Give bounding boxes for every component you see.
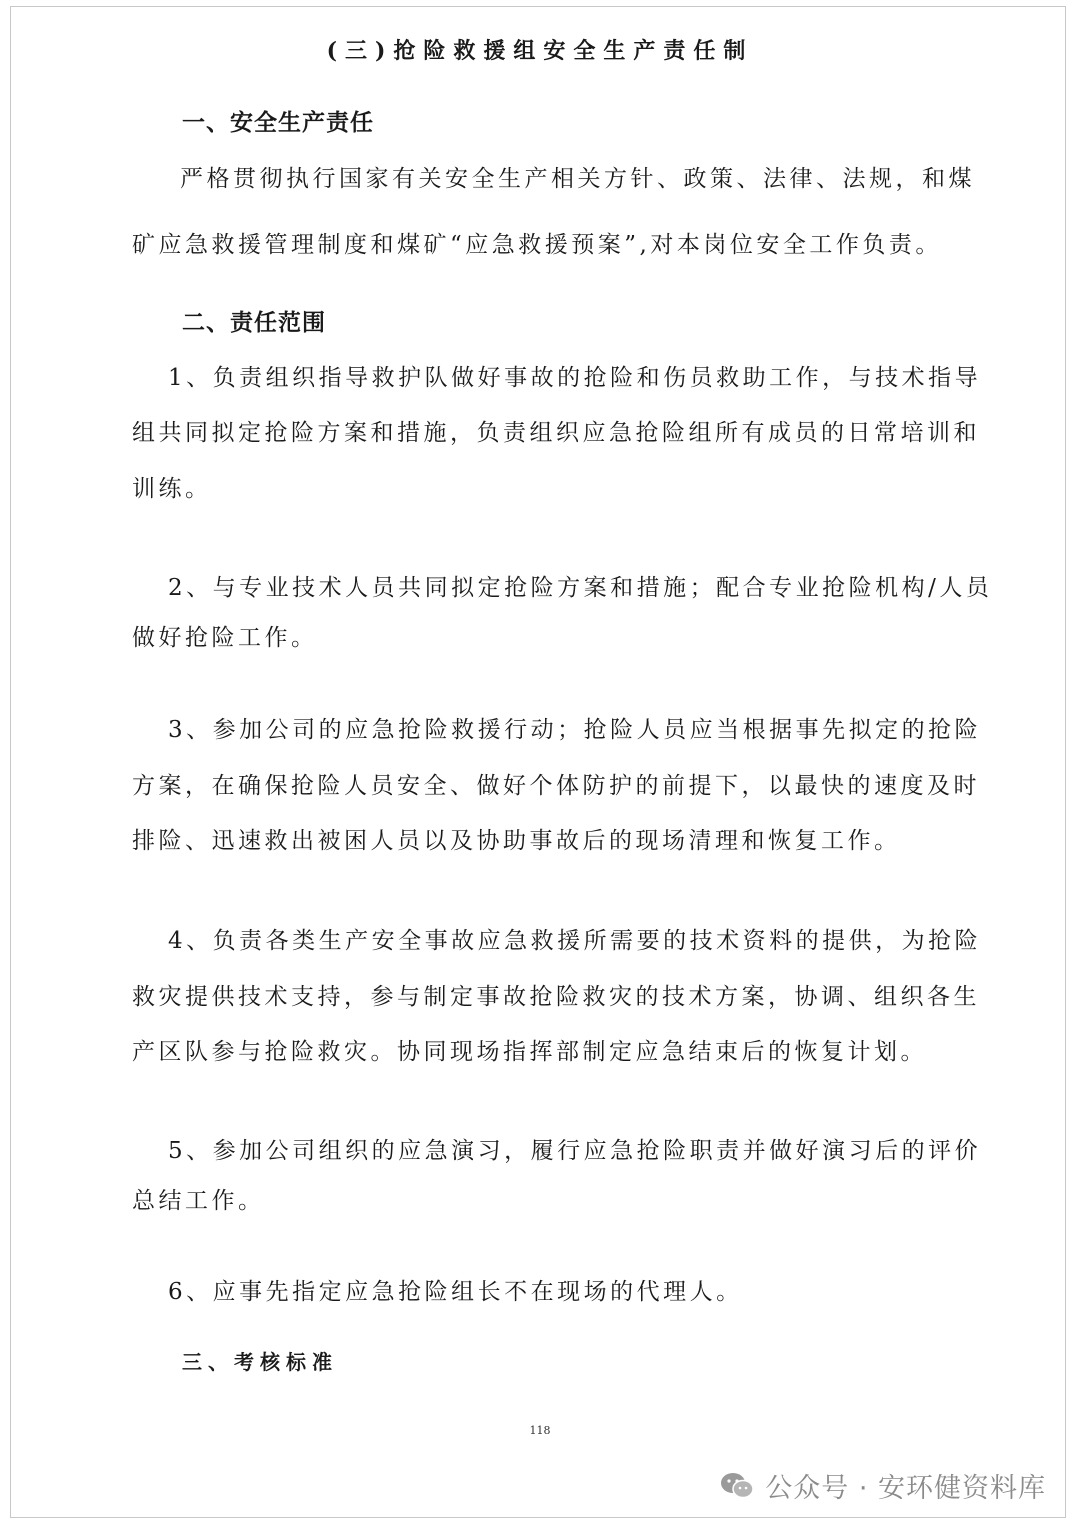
- section-heading-scope: 二、责任范围: [182, 309, 326, 336]
- list-item-3-line: 3、参加公司的应急抢险救援行动；抢险人员应当根据事先拟定的抢险: [168, 717, 982, 743]
- paragraph-line: 矿应急救援管理制度和煤矿“应急救援预案”,对本岗位安全工作负责。: [132, 232, 942, 258]
- list-item-3-line: 排险、迅速救出被困人员以及协助事故后的现场清理和恢复工作。: [132, 828, 901, 854]
- wechat-icon: [719, 1471, 755, 1501]
- page-number: 118: [529, 1424, 551, 1437]
- list-item-2-line: 2、与专业技术人员共同拟定抢险方案和措施；配合专业抢险机构/人员: [168, 575, 993, 601]
- list-item-4-line: 4、负责各类生产安全事故应急救援所需要的技术资料的提供，为抢险: [168, 928, 982, 954]
- list-item-1-line: 1、负责组织指导救护队做好事故的抢险和伤员救助工作，与技术指导: [168, 365, 982, 391]
- watermark-text: 公众号 · 安环健资料库: [765, 1473, 1046, 1504]
- list-item-4-line: 产区队参与抢险救灾。协同现场指挥部制定应急结束后的恢复计划。: [132, 1039, 927, 1065]
- section-heading-assessment: 三、考核标准: [182, 1350, 338, 1374]
- list-item-4-line: 救灾提供技术支持，参与制定事故抢险救灾的技术方案，协调、组织各生: [132, 984, 980, 1010]
- paragraph-line: 严格贯彻执行国家有关安全生产相关方针、政策、法律、法规，和煤: [180, 166, 975, 192]
- watermark: [719, 1466, 1046, 1505]
- list-item-1-line: 训练。: [132, 476, 212, 502]
- list-item-6-line: 6、应事先指定应急抢险组长不在现场的代理人。: [168, 1279, 743, 1305]
- page-title: (三)抢险救援组安全生产责任制: [326, 38, 754, 64]
- list-item-1-line: 组共同拟定抢险方案和措施，负责组织应急抢险组所有成员的日常培训和: [132, 420, 980, 446]
- list-item-2-line: 做好抢险工作。: [132, 625, 318, 651]
- section-heading-responsibility: 一、安全生产责任: [182, 109, 374, 136]
- list-item-3-line: 方案，在确保抢险人员安全、做好个体防护的前提下，以最快的速度及时: [132, 773, 980, 799]
- list-item-5-line: 总结工作。: [132, 1188, 265, 1214]
- list-item-5-line: 5、参加公司组织的应急演习，履行应急抢险职责并做好演习后的评价: [168, 1138, 982, 1164]
